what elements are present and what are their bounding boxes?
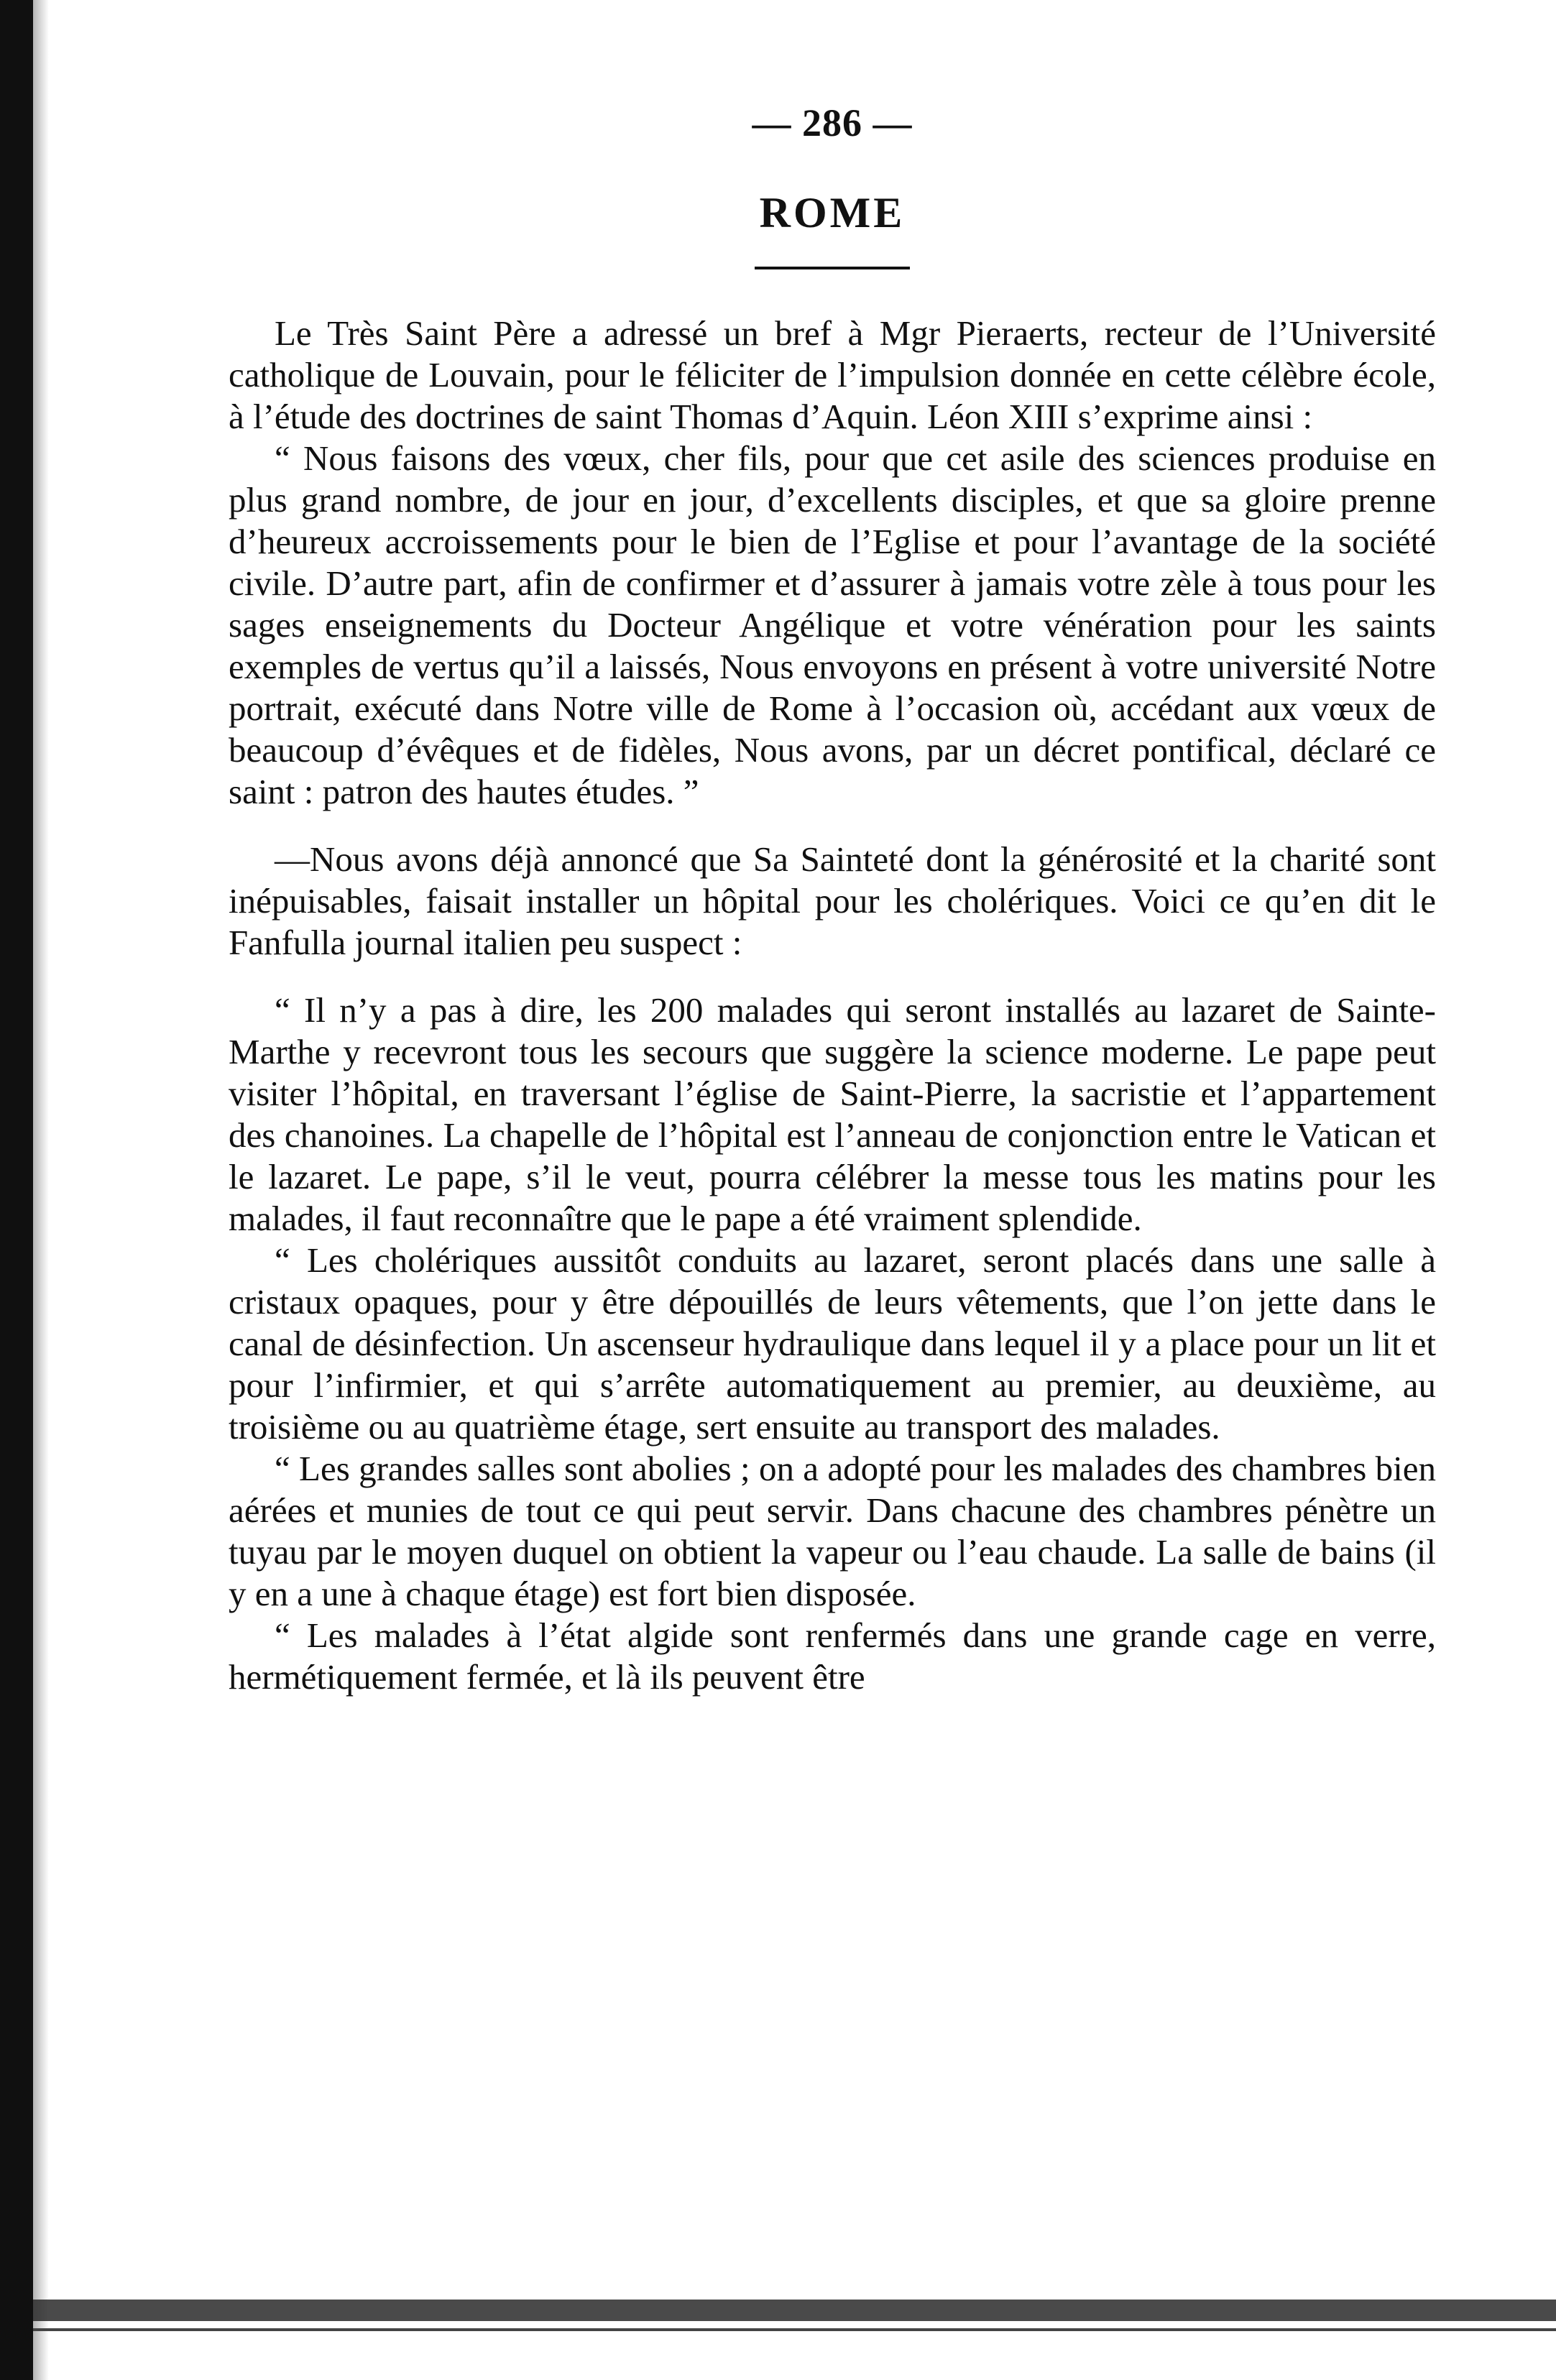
scan-edge-shadow bbox=[33, 0, 49, 2380]
scan-bottom-edge bbox=[33, 2300, 1556, 2321]
page-title: ROME bbox=[759, 189, 906, 236]
paragraph-fanfulla-2: “ Les cholériques aussitôt conduits au lazaret, seront placés dans une salle à cristaux opaques, pour y être dépouillés de leurs vêtements, que l’on jette dans le canal de désinfection. Un ascenseur hydraulique dans lequel il y a place pour un lit et pour l’infirmier, et qui s’arrête automatiquement au premier, au deuxième, au troisième ou au quatrième étage, sert ensuite au transport des malades. bbox=[229, 1240, 1436, 1447]
scan-edge-left bbox=[0, 0, 33, 2380]
page-number: — 286 — bbox=[752, 101, 913, 144]
paragraph-fanfulla-1: “ Il n’y a pas à dire, les 200 malades qui seront installés au lazaret de Sainte-Marthe y recevront tous les secours que suggère la science moderne. Le pape peut visiter l’hôpital, en traversant l’église de Saint-Pierre, la sacristie et l’appartement des chanoines. La chapelle de l’hôpital est l’anneau de conjonction entre le Vatican et le lazaret. Le pape, s’il le veut, pourra célébrer la messe tous les matins pour les malades, il faut reconnaître que le pape a été vraiment splendide. bbox=[229, 990, 1436, 1238]
paragraph-hospital: —Nous avons déjà annoncé que Sa Sainteté dont la générosité et la charité sont inépuisables, faisait installer un hôpital pour les cholériques. Voici ce qu’en dit le Fanfulla journal italien peu suspect : bbox=[229, 839, 1436, 962]
paragraph-fanfulla-4: “ Les malades à l’état algide sont renfermés dans une grande cage en verre, hermétiquement fermée, et là ils peuvent être bbox=[229, 1615, 1436, 1697]
scan-bottom-line bbox=[33, 2328, 1556, 2331]
paragraph-fanfulla-3: “ Les grandes salles sont abolies ; on a adopté pour les malades des chambres bien aérées et munies de tout ce qui peut servir. Dans chacune des chambres pénètre un tuyau par le moyen duquel on obtient la vapeur ou l’eau chaude. La salle de bains (il y en a une à chaque étage) est fort bien disposée. bbox=[229, 1449, 1436, 1613]
paragraph-intro: Le Très Saint Père a adressé un bref à Mgr Pieraerts, recteur de l’Université catholique de Louvain, pour le féliciter de l’impulsion donnée en cette célèbre école, à l’étude des doctrines de saint Thomas d’Aquin. Léon XIII s’exprime ainsi : bbox=[229, 313, 1436, 436]
paragraph-quote-leon-xiii: “ Nous faisons des vœux, cher fils, pour que cet asile des sciences produise en plus grand nombre, de jour en jour, d’excellents disciples, et que sa gloire prenne d’heureux accroissements pour le bien de l’Eglise et pour l’avantage de la société civile. D’autre part, afin de confirmer et d’assurer à jamais votre zèle à tous pour les sages enseignements du Docteur Angélique et votre vénération pour les saints exemples de vertus qu’il a laissés, Nous envoyons en présent à votre université Notre portrait, exécuté dans Notre ville de Rome à l’occasion où, accédant aux vœux de beaucoup d’évêques et de fidèles, Nous avons, par un décret pontifical, déclaré ce saint : patron des hautes études. ” bbox=[229, 438, 1436, 811]
title-rule bbox=[755, 267, 910, 269]
body-text bbox=[229, 313, 1436, 1698]
document-page bbox=[229, 101, 1436, 1698]
